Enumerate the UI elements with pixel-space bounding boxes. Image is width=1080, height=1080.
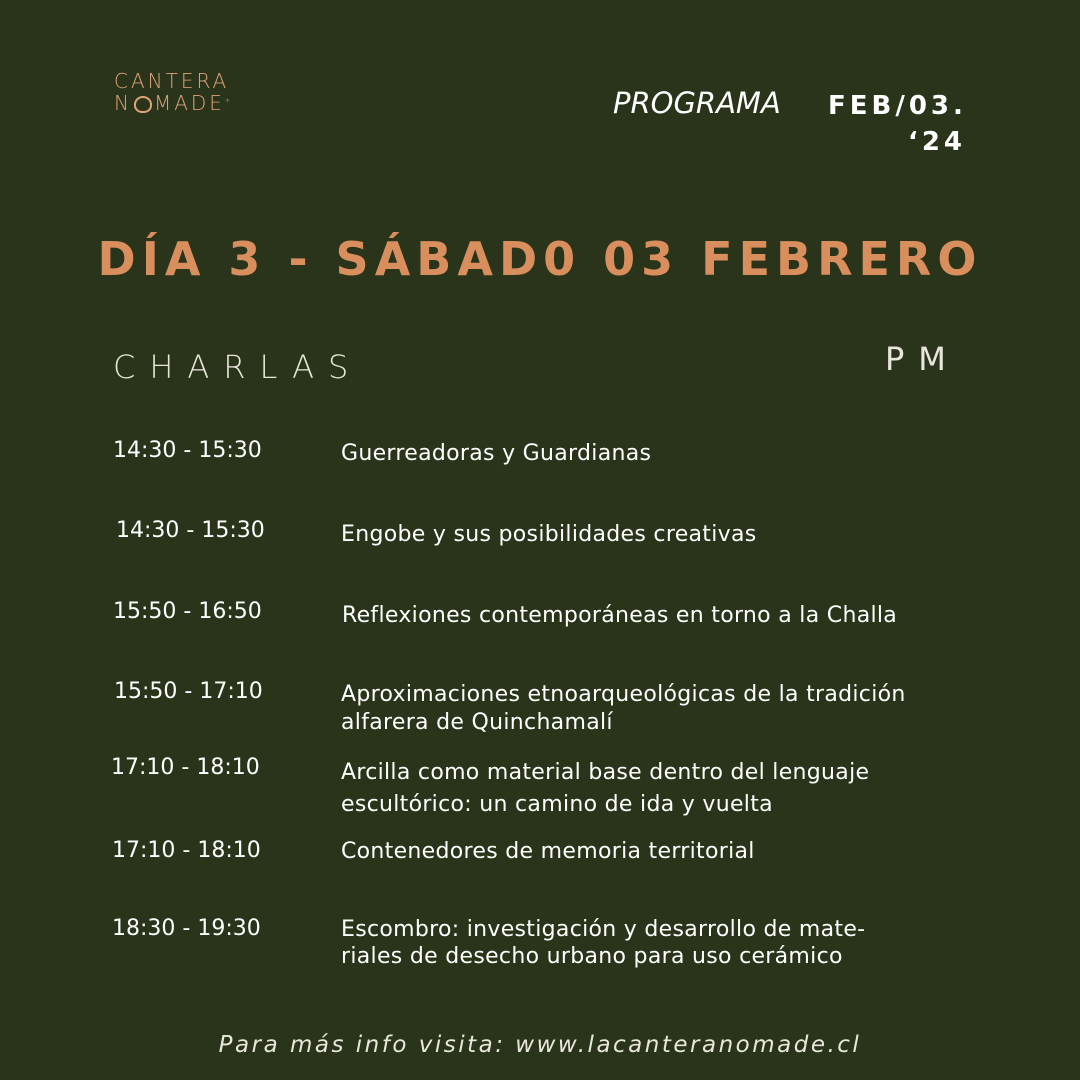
talk-title bbox=[341, 681, 1001, 737]
talk-title-line: alfarera de Quinchamalí bbox=[341, 710, 613, 735]
time-slot: 15:50 - 16:50 bbox=[113, 599, 262, 624]
time-slot: 17:10 - 18:10 bbox=[112, 838, 261, 863]
footer-info: Para más info visita: www.lacanteranomade.cl bbox=[218, 1032, 862, 1058]
day-title: DÍA 3 - SÁBAD0 03 FEBRERO bbox=[97, 232, 983, 286]
event-date bbox=[828, 88, 978, 160]
time-slot: 14:30 - 15:30 bbox=[116, 518, 265, 543]
period-label: PM bbox=[885, 340, 960, 378]
time-slot: 18:30 - 19:30 bbox=[112, 916, 261, 941]
brand-logo bbox=[114, 70, 230, 114]
time-slot: 15:50 - 17:10 bbox=[114, 679, 263, 704]
time-slot: 17:10 - 18:10 bbox=[111, 755, 260, 780]
logo-line-2-end: MADE bbox=[153, 91, 225, 115]
talk-title-line: Aproximaciones etnoarqueológicas de la tradición bbox=[341, 682, 906, 707]
talk-title: Reflexiones contemporáneas en torno a la Challa bbox=[342, 603, 898, 628]
talk-title-line: riales de desecho urbano para uso cerámico bbox=[341, 944, 843, 969]
talk-title bbox=[341, 916, 1001, 970]
talk-title bbox=[341, 757, 1001, 821]
event-date-year: ‘24 bbox=[907, 127, 966, 157]
time-slot: 14:30 - 15:30 bbox=[113, 438, 262, 463]
logo-line-1: CANTERA bbox=[114, 69, 230, 93]
talk-title: Guerreadoras y Guardianas bbox=[341, 441, 652, 466]
talk-title-line: Escombro: investigación y desarrollo de mate- bbox=[341, 917, 866, 942]
talk-title-line: escultórico: un camino de ida y vuelta bbox=[341, 792, 773, 817]
talk-title: Contenedores de memoria territorial bbox=[341, 839, 755, 864]
pot-icon bbox=[134, 96, 152, 113]
section-label: CHARLAS bbox=[113, 348, 363, 386]
talk-title-line: Arcilla como material base dentro del lenguaje bbox=[341, 760, 870, 785]
programa-label: PROGRAMA bbox=[613, 86, 781, 120]
logo-mark: * bbox=[224, 97, 230, 108]
event-date-day: FEB/03. bbox=[828, 91, 967, 121]
logo-line-2-start: N bbox=[114, 91, 132, 115]
talk-title: Engobe y sus posibilidades creativas bbox=[341, 522, 757, 547]
